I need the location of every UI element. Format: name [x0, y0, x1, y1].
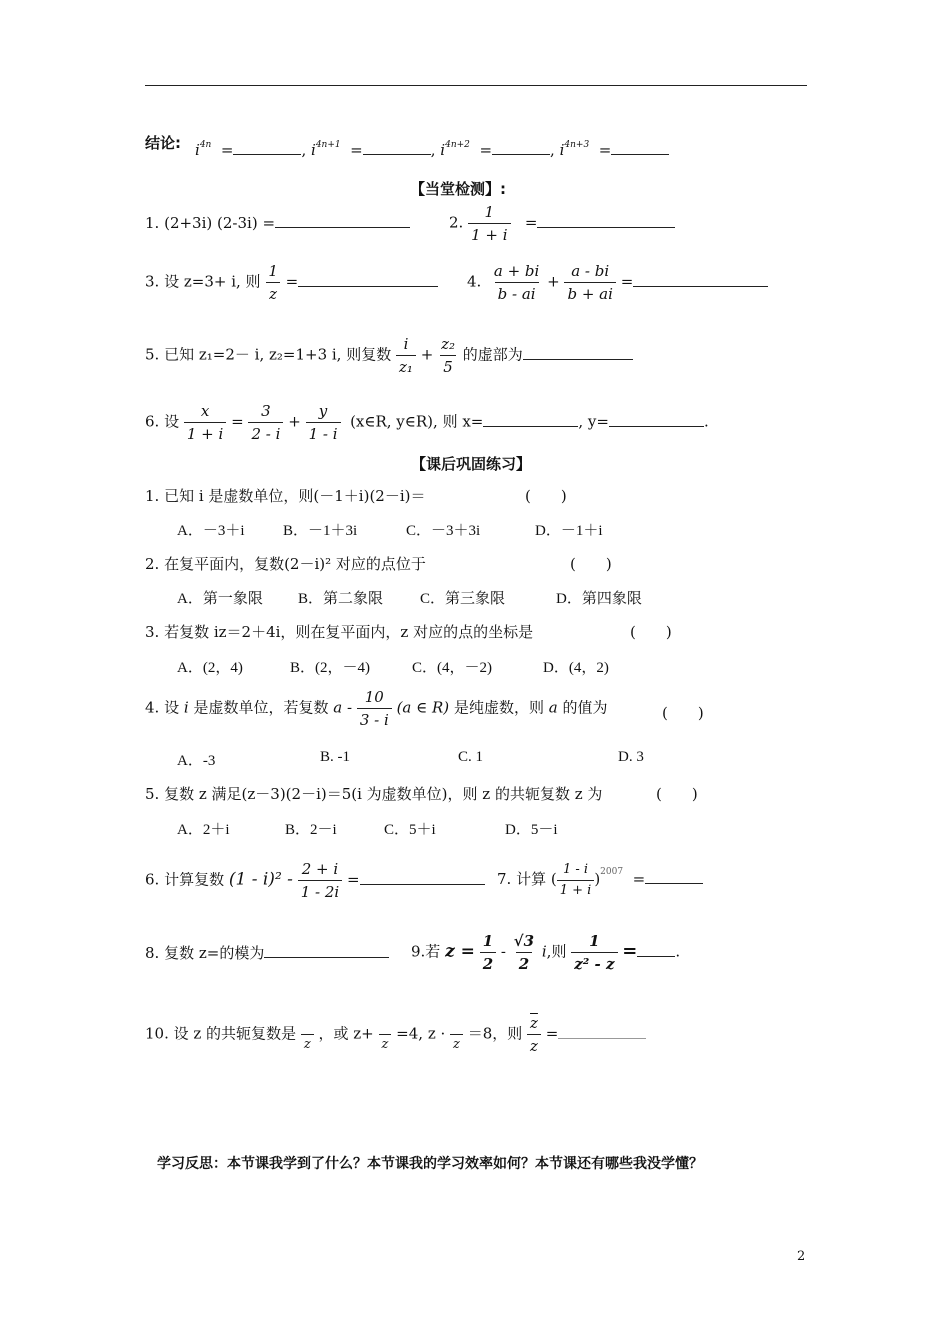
choice-c[interactable]: C．第三象限 [420, 591, 506, 607]
answer-paren[interactable]: ( ) [570, 555, 612, 573]
fraction: $\frac{1}{1 + i}$ [468, 203, 510, 244]
choice-a[interactable]: A．(2，4) [177, 660, 243, 676]
fraction: $\frac{1}{z}$ [265, 262, 281, 303]
conclusion-line [145, 132, 181, 153]
answer-blank[interactable] [645, 869, 703, 884]
fraction: $\frac{x}{1 + i}$ [184, 402, 226, 443]
mc-question-1: 1. 已知 i 是虚数单位，则(－1＋i)(2－i)＝ [145, 487, 426, 505]
question-10: 10. 设 z 的共轭复数是 z ，或 z+ z =4, z · z ＝8，则 $\frac{\overline{z}}{z}$ = [145, 1014, 646, 1055]
section-title-in-class-check: 【当堂检测】: [410, 180, 506, 198]
section-title-after-class-practice: 【课后巩固练习】 [411, 455, 532, 473]
mc-question-2: 2. 在复平面内，复数(2－i)² 对应的点位于 [145, 555, 426, 573]
question-9: 9.若 z = $\frac{1}{2}$ - $\frac{√3}{2}$ i,则 $\frac{1}{\text{z² - z}}$ = . [411, 932, 681, 973]
choice-d[interactable]: D．5－i [505, 822, 558, 838]
question-7-compute: 7. 计算 ( $\frac{1 - i}{1 + i}$ )$^{2007}$ = [497, 862, 703, 898]
answer-blank[interactable] [275, 213, 410, 228]
fraction: $\frac{√3}{2}$ [513, 932, 535, 973]
choice-c[interactable]: C．－3＋3i [406, 523, 481, 539]
fraction: $\frac{2 + i}{1 - 2i}$ [298, 860, 343, 901]
answer-blank[interactable] [264, 943, 389, 958]
choice-d[interactable]: D．－1＋i [535, 523, 603, 539]
question-6: 6. 设 $\frac{x}{1 + i}$ = $\frac{3}{2 - i}$ + $\frac{y}{1 - i}$ (x∈R, y∈R), 则 x= , y= . [145, 402, 709, 443]
conclusion-label: 结论: [145, 134, 181, 152]
fraction: $\frac{\overline{z}}{z}$ [527, 1014, 541, 1055]
answer-paren[interactable]: ( ) [525, 487, 567, 505]
answer-blank[interactable] [611, 140, 669, 155]
answer-blank[interactable] [360, 870, 485, 885]
fraction: $\frac{y}{1 - i}$ [306, 402, 341, 443]
question-1: 1. (2+3i) (2-3i) = [145, 213, 410, 232]
question-8: 8. 复数 z=的模为 [145, 942, 389, 963]
fraction: $\frac{1}{\text{z² - z}}$ [571, 932, 617, 973]
choice-b[interactable]: B．－1＋3i [283, 523, 358, 539]
answer-blank[interactable] [523, 345, 633, 360]
answer-blank[interactable] [298, 272, 438, 287]
answer-paren[interactable]: ( ) [656, 785, 698, 803]
answer-blank[interactable] [637, 942, 675, 957]
fraction: $\frac{1 - i}{1 + i}$ [557, 862, 595, 898]
fraction: $\frac{3}{2 - i}$ [248, 402, 283, 443]
choice-a[interactable]: A．2＋i [177, 822, 230, 838]
page-number: 2 [797, 1249, 806, 1264]
choice-b[interactable]: B. -1 [320, 749, 350, 765]
header-rule [145, 85, 807, 86]
answer-blank[interactable] [363, 140, 431, 155]
answer-blank[interactable] [558, 1024, 646, 1039]
conjugate-symbol: z [301, 1016, 314, 1052]
question-2: 2. $\frac{1}{1 + i}$ = [449, 203, 675, 244]
choice-b[interactable]: B．第二象限 [298, 591, 384, 607]
fraction: $\frac{\text{z₂}}{5}$ [441, 335, 455, 376]
conjugate-symbol: z [379, 1016, 392, 1052]
mc-question-3: 3. 若复数 iz＝2＋4i，则在复平面内，z 对应的点的坐标是 [145, 623, 534, 641]
choice-b[interactable]: B．2－i [285, 822, 337, 838]
choice-a[interactable]: A．-3 [177, 753, 216, 769]
answer-blank[interactable] [609, 412, 704, 427]
fraction: $\frac{a + bi}{b - ai}$ [493, 262, 540, 303]
mc-question-4: 4. 设 i 是虚数单位，若复数 a - $\frac{10}{3 - i}$ (a ∈ R) 是纯虚数，则 a 的值为 [145, 688, 608, 729]
answer-blank[interactable] [492, 140, 550, 155]
choice-c[interactable]: C．5＋i [384, 822, 436, 838]
answer-blank[interactable] [233, 140, 301, 155]
answer-blank[interactable] [633, 272, 768, 287]
mc-question-5: 5. 复数 z 满足(z－3)(2－i)＝5(i 为虚数单位)，则 z 的共轭复数 z 为 [145, 785, 603, 803]
fraction: $\frac{10}{3 - i}$ [357, 688, 392, 729]
fraction: $\frac{1}{2}$ [480, 932, 496, 973]
question-3: 3. 设 z=3+ i, 则 $\frac{1}{z}$ = [145, 262, 438, 303]
choice-a[interactable]: A．－3＋i [177, 523, 245, 539]
choice-d[interactable]: D. 3 [618, 749, 644, 765]
question-5: 5. 已知 z₁=2－ i, z₂=1+3 i, 则复数 $\frac{i}{\text{z₁}}$ + $\frac{\text{z₂}}{5}$ 的虚部为 [145, 335, 633, 376]
answer-paren[interactable]: ( ) [662, 704, 704, 722]
choice-c[interactable]: C．(4，－2) [412, 660, 492, 676]
choice-c[interactable]: C. 1 [458, 749, 484, 765]
fraction: $\frac{i}{\text{z₁}}$ [396, 335, 416, 376]
choice-d[interactable]: D．(4，2) [543, 660, 609, 676]
choice-a[interactable]: A．第一象限 [177, 591, 263, 607]
answer-blank[interactable] [483, 412, 578, 427]
answer-blank[interactable] [537, 213, 675, 228]
conclusion-terms: $i^{4n}$ = , $i^{4n+1}$ = , $i^{4n+2}$ = , $i^{4n+3}$ = [195, 140, 669, 159]
fraction: $\frac{a - bi}{b + ai}$ [564, 262, 615, 303]
choice-b[interactable]: B．(2，－4) [290, 660, 370, 676]
question-6-compute: 6. 计算复数 (1 - i)² - $\frac{2 + i}{1 - 2i}$ = [145, 860, 485, 901]
learning-reflection: 学习反思：本节课我学到了什么？本节课我的学习效率如何？本节课还有哪些我没学懂？ [157, 1156, 703, 1172]
question-4: 4. $\frac{a + bi}{b - ai}$ + $\frac{a - bi}{b + ai}$ = [467, 262, 768, 303]
choice-d[interactable]: D．第四象限 [556, 591, 642, 607]
answer-paren[interactable]: ( ) [630, 623, 672, 641]
conjugate-symbol: z [450, 1016, 463, 1052]
